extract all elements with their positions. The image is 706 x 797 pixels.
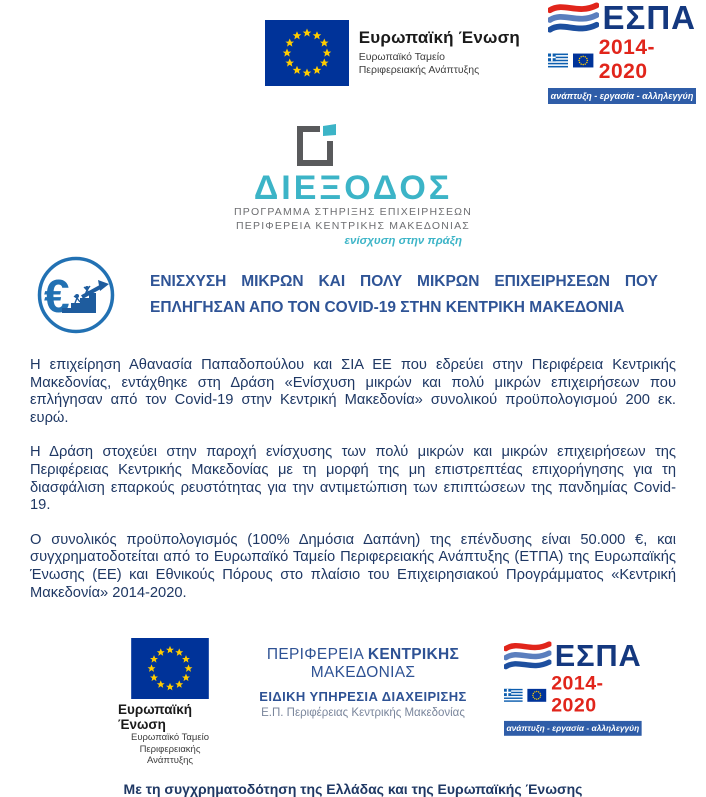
espa-logo-top [548,1,696,104]
svg-text:€: € [44,270,70,322]
eu-name: Ευρωπαϊκή Ένωση [358,28,520,47]
bottom-banner [0,638,706,767]
cofinance-footer: Με τη συγχρηματοδότηση της Ελλάδας και της Ευρωπαϊκής Ένωσης [123,780,583,797]
authority-region-pre: ΠΕΡΙΦΕΡΕΙΑ [266,646,368,664]
authority-region-post: ΜΑΚΕΔΟΝΙΑΣ [310,664,416,682]
diexodos-tagline: ενίσχυση στην πράξη [344,235,462,247]
espa-logo-bottom [504,640,642,736]
page-title: ΕΝΙΣΧΥΣΗ ΜΙΚΡΩΝ ΚΑΙ ΠΟΛΥ ΜΙΚΡΩΝ ΕΠΙΧΕΙΡΗΣΕΩΝ ΠΟΥ ΕΠΛΗΓΗΣΑΝ ΑΠΟ ΤΟΝ COVID-19 ΣΤΗΝ ΚΕΝΤΡΙΚΗ ΜΑΚΕΔΟΝΙΑ [150,273,658,316]
diexodos-logo [0,122,706,247]
eu-name: Ευρωπαϊκή Ένωση [118,702,193,733]
espa-slogan: ανάπτυξη - εργασία - αλληλεγγύη [504,721,642,736]
espa-slogan: ανάπτυξη - εργασία - αλληλεγγύη [548,88,696,104]
espa-acronym: ΕΣΠΑ [602,0,696,36]
authority-region-bold: ΚΕΝΤΡΙΚΗΣ [367,646,460,664]
espa-period: 2014-2020 [551,672,604,717]
diexodos-mark-icon [290,122,340,168]
euro-growth-icon [36,255,116,335]
eu-fund-line1: Ευρωπαϊκό Ταμείο [131,732,209,744]
greek-flag-icon [548,53,568,68]
managing-authority-block [228,646,498,719]
headline-row [0,255,706,335]
espa-period: 2014-2020 [598,36,655,83]
diexodos-name: ΔΙΕΞΟΔΟΣ [253,169,453,207]
eu-logo-block-top [265,20,520,86]
eu-mini-flag-icon [528,688,547,702]
top-banner [0,0,706,101]
diexodos-subtitle2: ΠΕΡΙΦΕΡΕΙΑ ΚΕΝΤΡΙΚΗΣ ΜΑΚΕΔΟΝΙΑΣ [236,219,470,232]
eu-logo-block-bottom [118,638,222,767]
authority-programme: Ε.Π. Περιφέρειας Κεντρικής Μακεδονίας [261,707,465,720]
authority-region [228,646,498,682]
eu-logo-text [359,28,520,77]
body-text [0,357,706,602]
eu-flag-icon [122,638,218,699]
diexodos-subtitle1: ΠΡΟΓΡΑΜΜΑ ΣΤΗΡΙΞΗΣ ΕΠΙΧΕΙΡΗΣΕΩΝ [234,206,472,218]
greek-flag-icon [504,688,523,702]
eu-mini-flag-icon [573,53,593,68]
paragraph-3: Ο συνολικός προϋπολογισμός (100% Δημόσια Δαπάνη) της επένδυσης είναι 50.000 €, και συγχρηματοδοτείται από το Ευρωπαϊκό Ταμείο Περιφερειακής Ανάπτυξης (ΕΤΠΑ) της Ευρωπαϊκής Ένωσης (ΕΕ) και Εθνικούς Πόρους στο πλαίσιο του Επιχειρησιακού Προγράμματος «Κεντρική Μακεδονία» 2014-2020. [30,531,676,601]
paragraph-1: Η επιχείρηση Αθανασία Παπαδοπούλου και ΣΙΑ ΕΕ που εδρεύει στην Περιφέρεια Κεντρικής Μακεδονίας, εντάχθηκε στη Δράση «Ενίσχυση μικρών και πολύ μικρών επιχειρήσεων που επλήγησαν από τον Covid-19 στην Κεντρική Μακεδονία» συνολικού προϋπολογισμού 200 εκ. ευρώ. [30,357,676,426]
eu-fund-line2: Περιφερειακής Ανάπτυξης [358,64,480,76]
espa-waves-icon [548,1,599,35]
espa-acronym: ΕΣΠΑ [554,638,642,673]
eu-fund-line2: Περιφερειακής Ανάπτυξης [139,743,201,767]
espa-waves-icon [504,640,551,672]
eu-flag-icon [265,20,349,86]
authority-service: ΕΙΔΙΚΗ ΥΠΗΡΕΣΙΑ ΔΙΑΧΕΙΡΙΣΗΣ [259,689,467,705]
paragraph-2: Η Δράση στοχεύει στην παροχή ενίσχυσης των πολύ μικρών και μικρών επιχειρήσεων της Περιφέρειας Κεντρικής Μακεδονίας με τη μορφή της μη επιστρεπτέας επιχορήγησης για τη διασφάλιση επαρκούς ρευστότητας για την αντιμετώπιση των επιπτώσεων της πανδημίας Covid-19. [30,444,676,514]
eu-fund-line1: Ευρωπαϊκό Ταμείο [358,51,445,63]
